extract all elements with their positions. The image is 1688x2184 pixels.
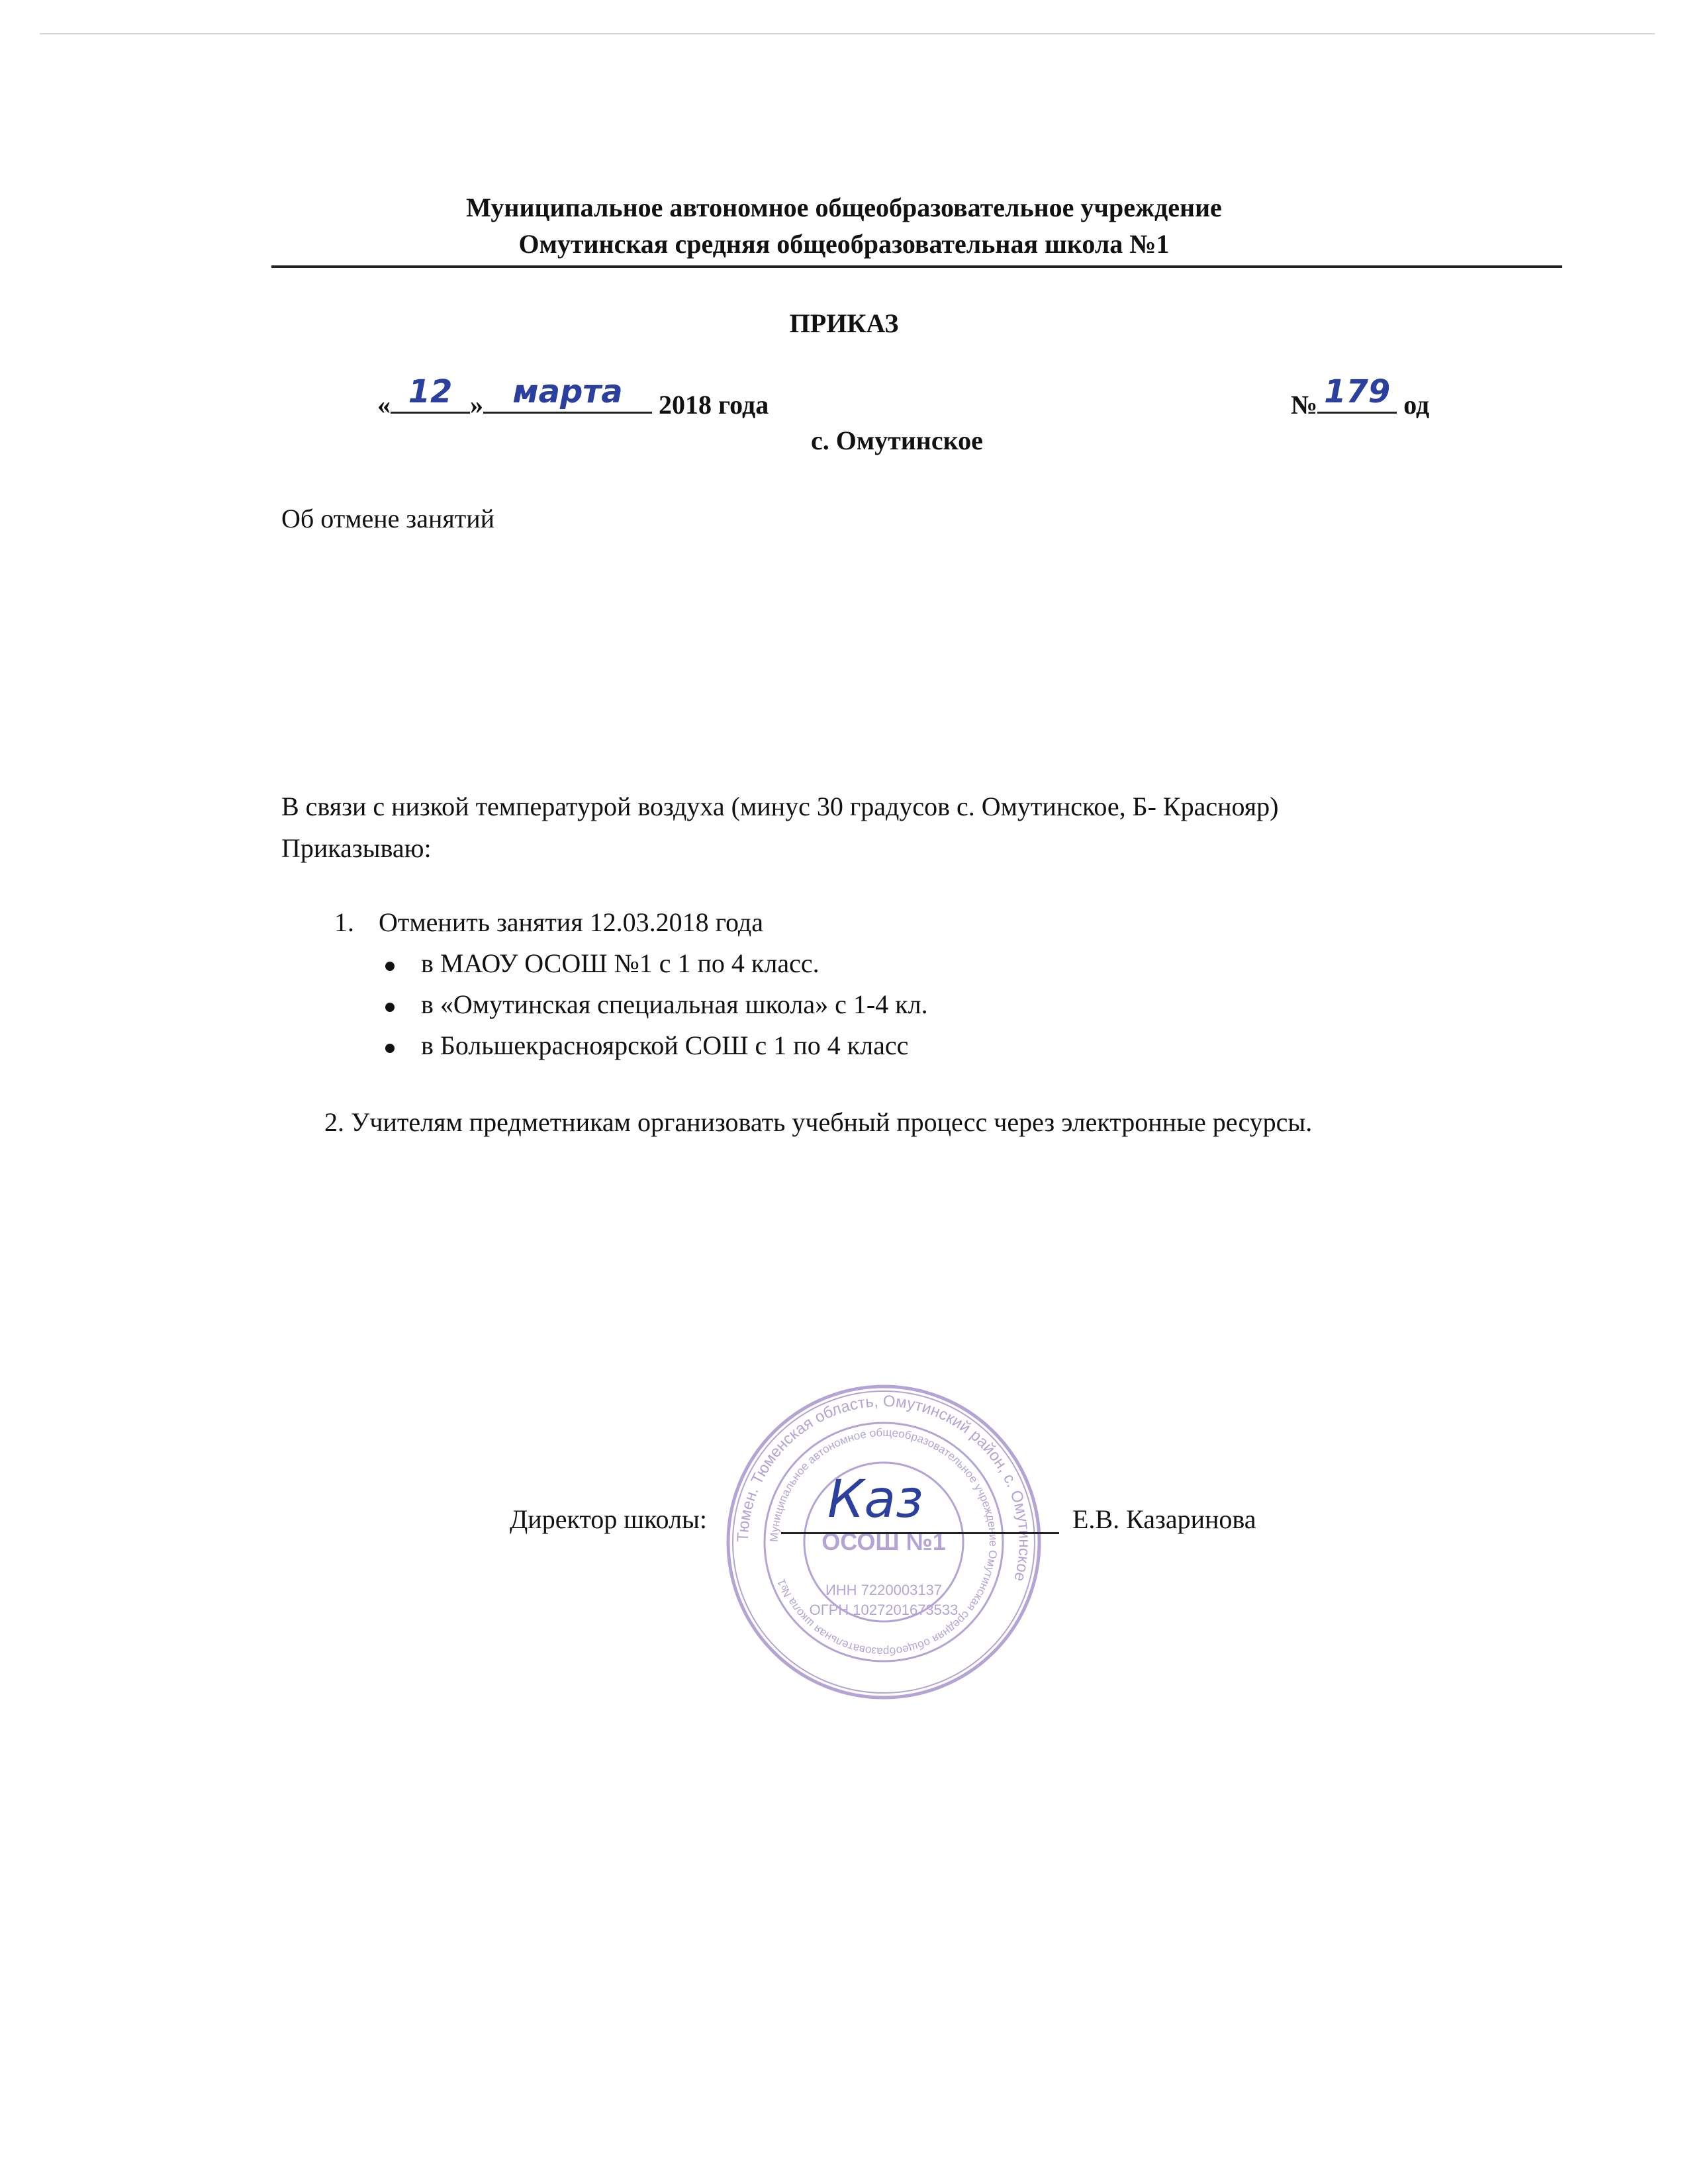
date-close-quote: » [470,390,483,420]
signature-handwritten: Каз [827,1470,923,1529]
list-item [385,948,820,979]
subitem-2-text: в «Омутинская специальная школа» с 1-4 кл. [421,989,928,1019]
stamp-inner-text: Муниципальное автономное общеобразовательное учреждение Омутинская средняя общеобразовательная школа №1 [767,1426,1000,1659]
bullet-icon [385,1003,395,1012]
date-open-quote: « [377,390,391,420]
item-1-number: 1. [334,907,354,937]
order-number-blank [1317,373,1397,414]
official-seal-stamp [718,1377,1049,1707]
order-number [1291,373,1430,420]
date-day-handwritten: 12 [408,373,453,410]
date-month-handwritten: марта [512,373,623,410]
bullet-icon [385,1044,395,1053]
order-number-suffix: од [1403,390,1430,420]
date-day-blank [391,373,470,414]
stamp-ogrn-text: ОГРН 1027201673533 [809,1602,959,1618]
body-command: Приказываю: [281,833,432,863]
stamp-center-text: ОСОШ №1 [821,1528,946,1555]
subitem-3-text: в Большекрасноярской СОШ с 1 по 4 класс [421,1030,909,1060]
header-rule [271,265,1562,268]
list-item [385,989,928,1020]
scan-edge-line [40,33,1655,34]
stamp-outer-text: Тюмен. Тюменская область, Омутинский район, с. Омутинское [733,1392,1034,1584]
body-intro: В связи с низкой температурой воздуха (минус 30 градусов с. Омутинское, Б- Краснояр) [281,792,1279,821]
order-subject: Об отмене занятий [281,504,495,533]
order-number-handwritten: 179 [1324,373,1391,410]
bullet-icon [385,962,395,971]
subitem-1-text: в МАОУ ОСОШ №1 с 1 по 4 класс. [421,948,820,978]
stamp-inn-text: ИНН 7220003137 [825,1582,943,1598]
signature-line [781,1470,1059,1534]
item-1-text: Отменить занятия 12.03.2018 года [379,907,763,937]
order-place: с. Омутинское [811,426,983,455]
signatory-name: Е.В. Казаринова [1072,1504,1256,1534]
org-name-line-1: Муниципальное автономное общеобразовательное учреждение [466,193,1222,222]
date-year: 2018 года [659,390,769,420]
org-name-line-2: Омутинская средняя общеобразовательная школа №1 [518,229,1170,259]
order-date [377,373,769,420]
item-2-text: 2. Учителям предметникам организовать учебный процесс через электронные ресурсы. [324,1107,1313,1137]
list-item [385,1030,908,1061]
date-month-blank [483,373,652,414]
signature-role-label: Директор школы: [510,1504,707,1534]
document-title: ПРИКАЗ [789,308,899,338]
order-number-prefix: № [1291,390,1318,420]
